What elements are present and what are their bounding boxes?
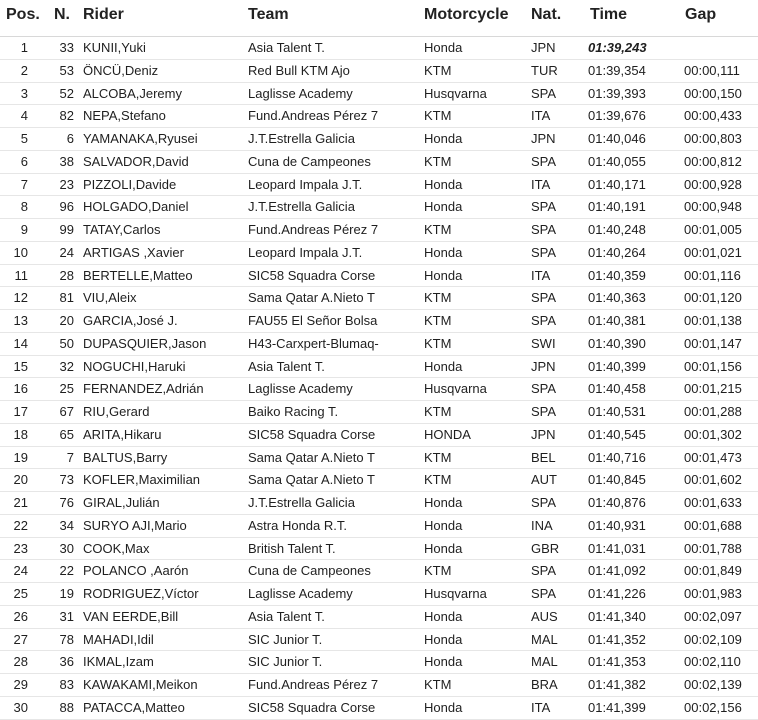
cell-rider: ALCOBA,Jeremy: [83, 85, 182, 101]
table-row: [0, 697, 758, 720]
cell-team: H43-Carxpert-Blumaq-: [248, 335, 379, 351]
cell-rider: COOK,Max: [83, 540, 150, 556]
cell-rider: HOLGADO,Daniel: [83, 199, 189, 215]
cell-team: Asia Talent T.: [248, 358, 325, 374]
cell-gap: 00:01,156: [684, 358, 742, 374]
cell-team: Laglisse Academy: [248, 85, 353, 101]
cell-gap: 00:02,156: [684, 699, 742, 715]
cell-pos: 16: [13, 381, 28, 397]
cell-number: 96: [59, 199, 74, 215]
cell-pos: 21: [13, 495, 28, 510]
cell-gap: 00:01,849: [684, 563, 742, 579]
cell-rider: MAHADI,Idil: [83, 631, 154, 647]
cell-number: 20: [59, 313, 74, 328]
cell-gap: 00:02,110: [684, 654, 741, 670]
cell-team: Red Bull KTM Ajo: [248, 62, 350, 78]
cell-pos: 24: [13, 563, 28, 579]
cell-team: SIC Junior T.: [248, 654, 323, 670]
cell-nationality: TUR: [531, 62, 558, 78]
table-row: [0, 651, 758, 674]
cell-nationality: JPN: [531, 426, 556, 442]
cell-pos: 4: [20, 108, 28, 124]
cell-pos: 9: [20, 222, 28, 237]
cell-nationality: SPA: [531, 222, 557, 237]
cell-number: 73: [59, 472, 74, 488]
cell-time: 01:40,191: [588, 199, 646, 215]
cell-number: 24: [59, 244, 74, 260]
cell-time: 01:40,248: [588, 222, 646, 237]
cell-nationality: JPN: [531, 358, 556, 374]
header-team: Team: [248, 6, 289, 23]
cell-number: 25: [59, 381, 74, 397]
cell-team: FAU55 El Señor Bolsa: [248, 313, 378, 328]
table-body: [0, 37, 758, 720]
cell-pos: 18: [13, 426, 28, 442]
cell-nationality: SPA: [531, 199, 557, 215]
cell-time: 01:41,353: [588, 654, 646, 670]
cell-rider: IKMAL,Izam: [83, 654, 154, 670]
cell-rider: PATACCA,Matteo: [83, 699, 185, 715]
cell-gap: 00:01,021: [684, 244, 742, 260]
cell-gap: 00:02,139: [684, 677, 742, 692]
cell-number: 52: [59, 85, 74, 101]
cell-time: 01:41,340: [588, 608, 646, 624]
cell-time: 01:40,171: [588, 176, 646, 192]
table-row: [0, 560, 758, 583]
cell-nationality: MAL: [531, 654, 558, 670]
cell-motorcycle: KTM: [424, 472, 452, 488]
cell-team: Asia Talent T.: [248, 40, 325, 55]
cell-gap: 00:00,928: [684, 176, 742, 192]
cell-pos: 5: [20, 131, 28, 146]
cell-gap: 00:01,983: [684, 586, 742, 601]
cell-rider: KOFLER,Maximilian: [83, 472, 201, 488]
cell-gap: 00:01,302: [684, 426, 742, 442]
table-row: [0, 333, 758, 356]
table-row: [0, 538, 758, 561]
cell-number: 6: [66, 131, 74, 146]
cell-pos: 30: [13, 699, 28, 715]
cell-time: 01:41,031: [588, 540, 646, 556]
cell-motorcycle: KTM: [424, 290, 452, 306]
cell-team: Sama Qatar A.Nieto T: [248, 449, 375, 465]
cell-time: 01:40,876: [588, 495, 646, 510]
cell-motorcycle: Honda: [424, 267, 463, 283]
cell-team: Cuna de Campeones: [248, 153, 371, 169]
cell-gap: 00:01,120: [684, 290, 742, 306]
table-row: [0, 583, 758, 606]
cell-motorcycle: Honda: [424, 540, 463, 556]
cell-gap: 00:00,803: [684, 131, 742, 146]
cell-number: 38: [59, 153, 74, 169]
cell-gap: 00:01,602: [684, 472, 742, 488]
cell-number: 34: [59, 517, 74, 533]
cell-motorcycle: KTM: [424, 108, 452, 124]
cell-nationality: AUS: [531, 608, 558, 624]
cell-pos: 27: [13, 631, 28, 647]
cell-pos: 14: [13, 335, 28, 351]
cell-team: Baiko Racing T.: [248, 404, 339, 419]
cell-motorcycle: KTM: [424, 313, 452, 328]
cell-time: 01:40,390: [588, 335, 646, 351]
cell-nationality: BRA: [531, 677, 558, 692]
cell-number: 28: [59, 267, 74, 283]
cell-motorcycle: Honda: [424, 244, 463, 260]
cell-nationality: ITA: [531, 267, 551, 283]
cell-pos: 7: [20, 176, 28, 192]
cell-rider: BERTELLE,Matteo: [83, 267, 193, 283]
cell-nationality: SPA: [531, 404, 557, 419]
cell-time: 01:40,458: [588, 381, 646, 397]
cell-gap: 00:01,633: [684, 495, 742, 510]
cell-nationality: SPA: [531, 290, 557, 306]
cell-motorcycle: Honda: [424, 358, 463, 374]
cell-pos: 2: [20, 62, 28, 78]
cell-motorcycle: KTM: [424, 404, 452, 419]
cell-team: Fund.Andreas Pérez 7: [248, 677, 379, 692]
cell-rider: PIZZOLI,Davide: [83, 176, 177, 192]
cell-motorcycle: Honda: [424, 608, 463, 624]
header-gap: Gap: [685, 6, 717, 23]
cell-motorcycle: Honda: [424, 131, 463, 146]
cell-rider: VIU,Aleix: [83, 290, 137, 306]
cell-nationality: SPA: [531, 244, 557, 260]
cell-gap: 00:00,111: [684, 62, 740, 78]
cell-team: Cuna de Campeones: [248, 563, 371, 579]
cell-rider: POLANCO ,Aarón: [83, 563, 189, 579]
cell-motorcycle: Honda: [424, 699, 463, 715]
cell-gap: 00:01,116: [684, 267, 741, 283]
cell-rider: ARTIGAS ,Xavier: [83, 244, 184, 260]
table-row: [0, 401, 758, 424]
cell-pos: 11: [14, 267, 28, 283]
cell-rider: GARCIA,José J.: [83, 313, 178, 328]
table-row: [0, 287, 758, 310]
cell-rider: NOGUCHI,Haruki: [83, 358, 186, 374]
table-row: [0, 629, 758, 652]
cell-number: 67: [59, 404, 74, 419]
cell-time: 01:39,243: [588, 40, 647, 55]
cell-pos: 26: [13, 608, 28, 624]
cell-nationality: ITA: [531, 108, 551, 124]
cell-motorcycle: Honda: [424, 40, 463, 55]
table-row: [0, 447, 758, 470]
cell-nationality: GBR: [531, 540, 560, 556]
cell-nationality: SWI: [531, 335, 556, 351]
table-row: [0, 128, 758, 151]
cell-nationality: INA: [531, 517, 553, 533]
cell-motorcycle: KTM: [424, 335, 452, 351]
cell-rider: TATAY,Carlos: [83, 222, 161, 237]
cell-nationality: SPA: [531, 313, 557, 328]
table-row: [0, 83, 758, 106]
table-row: [0, 378, 758, 401]
table-row: [0, 60, 758, 83]
cell-number: 23: [59, 176, 74, 192]
cell-pos: 28: [13, 654, 28, 670]
cell-time: 01:40,381: [588, 313, 646, 328]
cell-team: SIC58 Squadra Corse: [248, 267, 376, 283]
header-pos: Pos.: [6, 6, 40, 23]
cell-team: Sama Qatar A.Nieto T: [248, 472, 375, 488]
cell-rider: GIRAL,Julián: [83, 495, 160, 510]
cell-team: Sama Qatar A.Nieto T: [248, 290, 375, 306]
cell-motorcycle: Honda: [424, 176, 463, 192]
cell-team: British Talent T.: [248, 540, 336, 556]
cell-rider: FERNANDEZ,Adrián: [83, 381, 204, 397]
cell-pos: 25: [13, 586, 28, 601]
header-time: Time: [590, 6, 628, 23]
cell-number: 83: [59, 677, 74, 692]
cell-number: 53: [59, 62, 74, 78]
cell-team: SIC58 Squadra Corse: [248, 699, 376, 715]
cell-motorcycle: KTM: [424, 153, 452, 169]
cell-nationality: JPN: [531, 40, 556, 55]
cell-number: 76: [59, 495, 74, 510]
cell-nationality: SPA: [531, 153, 557, 169]
cell-team: Astra Honda R.T.: [248, 517, 347, 533]
cell-number: 78: [59, 631, 74, 647]
cell-team: Laglisse Academy: [248, 586, 353, 601]
table-row: [0, 424, 758, 447]
cell-nationality: SPA: [531, 495, 557, 510]
cell-motorcycle: Husqvarna: [424, 85, 487, 101]
cell-nationality: MAL: [531, 631, 558, 647]
table-row: [0, 105, 758, 128]
cell-pos: 20: [13, 472, 28, 488]
cell-motorcycle: KTM: [424, 563, 452, 579]
cell-gap: 00:00,433: [684, 108, 742, 124]
cell-rider: ÖNCÜ,Deniz: [83, 62, 159, 78]
cell-pos: 3: [20, 85, 28, 101]
cell-nationality: SPA: [531, 586, 557, 601]
cell-rider: KAWAKAMI,Meikon: [83, 677, 198, 692]
cell-pos: 22: [13, 517, 28, 533]
cell-gap: 00:00,812: [684, 153, 742, 169]
cell-rider: VAN EERDE,Bill: [83, 608, 179, 624]
table-row: [0, 265, 758, 288]
cell-pos: 6: [20, 153, 28, 169]
cell-rider: RODRIGUEZ,Víctor: [83, 586, 199, 601]
cell-rider: NEPA,Stefano: [83, 108, 166, 124]
cell-nationality: SPA: [531, 563, 557, 579]
cell-time: 01:40,716: [588, 449, 646, 465]
cell-time: 01:41,226: [588, 586, 646, 601]
cell-number: 82: [59, 108, 74, 124]
cell-team: J.T.Estrella Galicia: [248, 131, 355, 146]
table-row: [0, 37, 758, 60]
cell-time: 01:40,845: [588, 472, 646, 488]
cell-team: SIC58 Squadra Corse: [248, 426, 376, 442]
cell-gap: 00:01,138: [684, 313, 742, 328]
cell-rider: SURYO AJI,Mario: [83, 517, 187, 533]
cell-gap: 00:00,150: [684, 85, 742, 101]
cell-nationality: ITA: [531, 699, 551, 715]
table-row: [0, 674, 758, 697]
table-row: [0, 151, 758, 174]
cell-time: 01:41,399: [588, 699, 646, 715]
cell-team: Leopard Impala J.T.: [248, 176, 363, 192]
cell-team: Fund.Andreas Pérez 7: [248, 222, 379, 237]
cell-team: Asia Talent T.: [248, 608, 325, 624]
cell-time: 01:41,352: [588, 631, 646, 647]
cell-time: 01:40,531: [588, 404, 646, 419]
table-row: [0, 515, 758, 538]
cell-pos: 17: [13, 404, 28, 419]
cell-motorcycle: KTM: [424, 677, 452, 692]
cell-time: 01:40,046: [588, 131, 646, 146]
cell-number: 36: [59, 654, 74, 670]
cell-nationality: BEL: [531, 449, 556, 465]
cell-gap: 00:01,688: [684, 517, 742, 533]
table-row: [0, 356, 758, 379]
cell-team: Fund.Andreas Pérez 7: [248, 108, 379, 124]
cell-time: 01:39,676: [588, 108, 646, 124]
cell-number: 7: [66, 449, 74, 465]
cell-pos: 19: [13, 449, 28, 465]
cell-motorcycle: Honda: [424, 199, 463, 215]
cell-nationality: AUT: [531, 472, 557, 488]
table-row: [0, 242, 758, 265]
cell-team: J.T.Estrella Galicia: [248, 495, 355, 510]
cell-pos: 12: [13, 290, 28, 306]
cell-rider: BALTUS,Barry: [83, 449, 168, 465]
table-row: [0, 196, 758, 219]
cell-team: SIC Junior T.: [248, 631, 323, 647]
cell-time: 01:39,354: [588, 62, 646, 78]
cell-number: 22: [59, 563, 74, 579]
cell-number: 33: [59, 40, 74, 55]
table-row: [0, 606, 758, 629]
cell-gap: 00:02,109: [684, 631, 742, 647]
cell-time: 01:39,393: [588, 85, 646, 101]
cell-nationality: JPN: [531, 131, 556, 146]
header-motorcycle: Motorcycle: [424, 6, 509, 23]
table-row: [0, 219, 758, 242]
cell-team: J.T.Estrella Galicia: [248, 199, 355, 215]
cell-gap: 00:01,005: [684, 222, 742, 237]
cell-time: 01:40,359: [588, 267, 646, 283]
cell-team: Laglisse Academy: [248, 381, 353, 397]
cell-gap: 00:01,473: [684, 449, 742, 465]
cell-number: 31: [59, 608, 74, 624]
cell-motorcycle: Honda: [424, 495, 463, 510]
cell-motorcycle: HONDA: [424, 426, 471, 442]
cell-number: 81: [59, 290, 74, 306]
cell-gap: 00:01,215: [684, 381, 742, 397]
table-row: [0, 492, 758, 515]
table-header: [0, 0, 758, 37]
cell-pos: 10: [13, 244, 28, 260]
cell-pos: 8: [20, 199, 28, 215]
cell-motorcycle: Honda: [424, 654, 463, 670]
cell-gap: 00:02,097: [684, 608, 742, 624]
cell-motorcycle: Honda: [424, 631, 463, 647]
cell-team: Leopard Impala J.T.: [248, 244, 363, 260]
cell-number: 50: [59, 335, 74, 351]
cell-rider: SALVADOR,David: [83, 153, 189, 169]
cell-time: 01:41,382: [588, 677, 646, 692]
cell-number: 99: [59, 222, 74, 237]
cell-pos: 1: [20, 40, 28, 55]
cell-time: 01:40,363: [588, 290, 646, 306]
cell-rider: RIU,Gerard: [83, 404, 150, 419]
cell-rider: ARITA,Hikaru: [83, 426, 162, 442]
table-row: [0, 469, 758, 492]
cell-number: 30: [59, 540, 74, 556]
cell-number: 19: [59, 586, 74, 601]
cell-time: 01:40,931: [588, 517, 646, 533]
cell-motorcycle: KTM: [424, 62, 452, 78]
cell-number: 32: [59, 358, 74, 374]
cell-pos: 29: [13, 677, 28, 692]
header-nationality: Nat.: [531, 6, 562, 23]
cell-time: 01:41,092: [588, 563, 646, 579]
cell-gap: 00:00,948: [684, 199, 742, 215]
cell-time: 01:40,399: [588, 358, 646, 374]
cell-motorcycle: Husqvarna: [424, 381, 487, 397]
cell-gap: 00:01,788: [684, 540, 742, 556]
cell-number: 65: [59, 426, 74, 442]
cell-nationality: ITA: [531, 176, 551, 192]
cell-motorcycle: KTM: [424, 222, 452, 237]
cell-gap: 00:01,288: [684, 404, 742, 419]
cell-pos: 15: [13, 358, 28, 374]
cell-pos: 23: [13, 540, 28, 556]
cell-nationality: SPA: [531, 85, 557, 101]
cell-time: 01:40,545: [588, 426, 646, 442]
cell-time: 01:40,264: [588, 244, 646, 260]
cell-pos: 13: [13, 313, 28, 328]
header-number: N.: [54, 6, 70, 23]
table-row: [0, 310, 758, 333]
cell-rider: DUPASQUIER,Jason: [83, 335, 207, 351]
header-rider: Rider: [83, 6, 124, 23]
cell-rider: KUNII,Yuki: [83, 40, 146, 55]
cell-motorcycle: Honda: [424, 517, 463, 533]
table-row: [0, 174, 758, 197]
cell-motorcycle: Husqvarna: [424, 586, 487, 601]
cell-motorcycle: KTM: [424, 449, 452, 465]
cell-gap: 00:01,147: [684, 335, 742, 351]
cell-number: 88: [59, 699, 74, 715]
cell-nationality: SPA: [531, 381, 557, 397]
cell-rider: YAMANAKA,Ryusei: [83, 131, 198, 146]
cell-time: 01:40,055: [588, 153, 646, 169]
